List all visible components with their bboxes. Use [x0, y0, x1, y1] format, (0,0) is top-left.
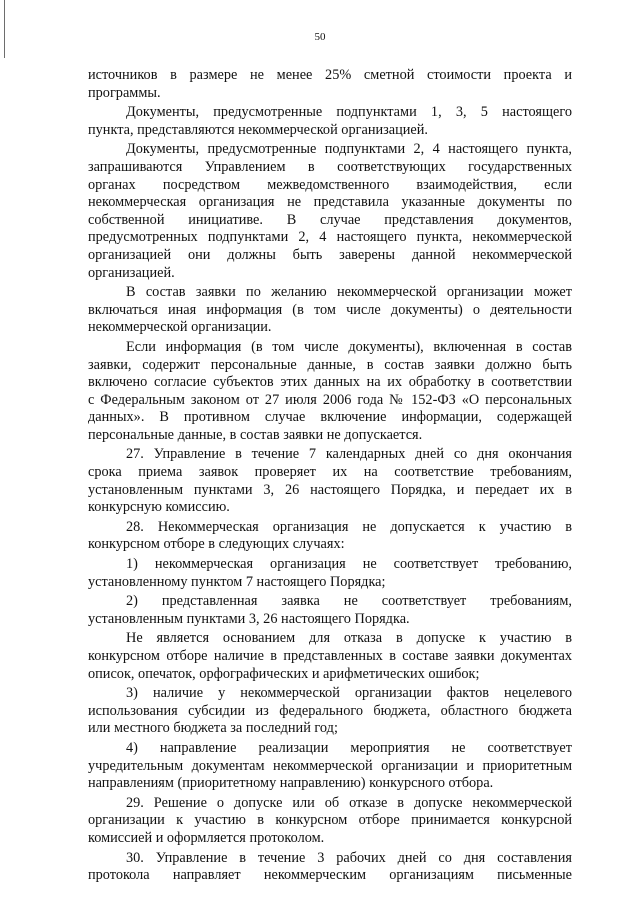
text-line: включено согласие субъектов этих данных на их обработку в соответствии — [88, 374, 572, 391]
paragraph-documents-submitted — [88, 104, 572, 139]
text-line: с Федеральным законом от 27 июля 2006 года № 152-ФЗ «О персональных — [88, 391, 572, 408]
document-body — [88, 67, 572, 885]
text-line: протокола направляет некоммерческим организациям письменные — [88, 867, 572, 884]
text-line: пункта, представляются некоммерческой организацией. — [88, 121, 428, 138]
scan-edge-line — [4, 0, 5, 58]
text-line: комиссией и оформляется протоколом. — [88, 829, 325, 846]
text-line: 1) некоммерческая организация не соответствует требованию, — [126, 556, 572, 573]
paragraph-not-grounds-for-refusal — [88, 630, 572, 683]
text-line: данных». В противном случае включение информации, содержащей — [88, 409, 572, 426]
text-line: заявки, содержит персональные данные, в состав заявки должно быть — [88, 356, 572, 373]
text-line: 27. Управление в течение 7 календарных дней со дня окончания — [126, 446, 572, 463]
text-line: источников в размере не менее 25% сметной стоимости проекта и — [88, 67, 572, 83]
paragraph-item-29 — [88, 795, 572, 848]
text-line: конкурсном отборе наличие в представленных в составе заявки документах — [88, 648, 572, 664]
text-line: организацией они должны быть заверены данной некоммерческой — [88, 246, 572, 263]
text-line: учредительным документам некоммерческой организации и приоритетным — [88, 757, 572, 774]
text-line: 4) направление реализации мероприятия не соответствует — [126, 739, 572, 756]
text-line: описок, опечаток, орфографических и арифметических ошибок; — [88, 665, 480, 682]
text-line: некоммерческая организация не представила указанные документы по — [88, 194, 572, 211]
text-line: запрашиваются Управлением в соответствующих государственных — [88, 158, 572, 175]
text-line: использования субсидии из федерального бюджета, областного бюджета — [88, 702, 572, 719]
text-line: установленному пунктом 7 настоящего Порядка; — [88, 573, 386, 590]
text-line: 28. Некоммерческая организация не допускается к участию в — [126, 518, 572, 535]
text-line: организации к участию в конкурсном отборе принимается конкурсной — [88, 812, 572, 829]
text-line: Документы, предусмотренные подпунктами 2, 4 настоящего пункта, — [126, 141, 572, 158]
text-line: конкурсную комиссию. — [88, 499, 230, 516]
page-number: 50 — [314, 31, 326, 43]
text-line: предусмотренных подпунктами 2, 4 настоящего пункта, некоммерческой — [88, 229, 572, 246]
text-line: Если информация (в том числе документы), включенная в состав — [126, 338, 572, 355]
text-line: 29. Решение о допуске или об отказе в допуске некоммерческой — [126, 794, 572, 811]
text-line: 30. Управление в течение 3 рабочих дней со дня составления — [126, 849, 572, 866]
paragraph-item-30 — [88, 850, 572, 885]
text-line: организацией. — [88, 264, 175, 281]
text-line: конкурсном отборе в следующих случаях: — [88, 536, 345, 553]
text-line: органах посредством межведомственного взаимодействия, если — [88, 176, 572, 193]
text-line: установленным пунктами 3, 26 настоящего Порядка. — [88, 610, 410, 627]
paragraph-subitem-3 — [88, 685, 572, 738]
text-line: установленным пунктами 3, 26 настоящего Порядка, и передает их в — [88, 481, 572, 498]
text-line: Не является основанием для отказа в допуске к участию в — [126, 630, 572, 647]
text-line: включаться иная информация (в том числе документы) о деятельности — [88, 301, 572, 318]
paragraph-sources-share — [88, 67, 572, 102]
paragraph-subitem-2 — [88, 593, 572, 628]
paragraph-personal-data — [88, 339, 572, 445]
text-line: Документы, предусмотренные подпунктами 1, 3, 5 настоящего — [126, 104, 572, 121]
text-line: собственной инициативе. В случае представления документов, — [88, 211, 572, 228]
paragraph-other-information — [88, 284, 572, 337]
paragraph-documents-requested — [88, 141, 572, 282]
text-line: 2) представленная заявка не соответствует требованиям, — [126, 593, 572, 610]
paragraph-subitem-4 — [88, 740, 572, 793]
text-line: направлениям (приоритетному направлению) конкурсного отбора. — [88, 775, 494, 792]
text-line: 3) наличие у некоммерческой организации фактов нецелевого — [126, 685, 572, 702]
text-line: персональные данные, в состав заявки не допускается. — [88, 426, 423, 443]
text-line: некоммерческой организации. — [88, 319, 272, 336]
paragraph-item-28 — [88, 519, 572, 554]
text-line: В состав заявки по желанию некоммерческой организации может — [126, 284, 572, 301]
text-line: или местного бюджета за последний год; — [88, 720, 338, 737]
text-line: программы. — [88, 84, 161, 101]
paragraph-item-27 — [88, 446, 572, 516]
paragraph-subitem-1 — [88, 556, 572, 591]
text-line: срока приема заявок проверяет их на соответствие требованиям, — [88, 464, 572, 481]
